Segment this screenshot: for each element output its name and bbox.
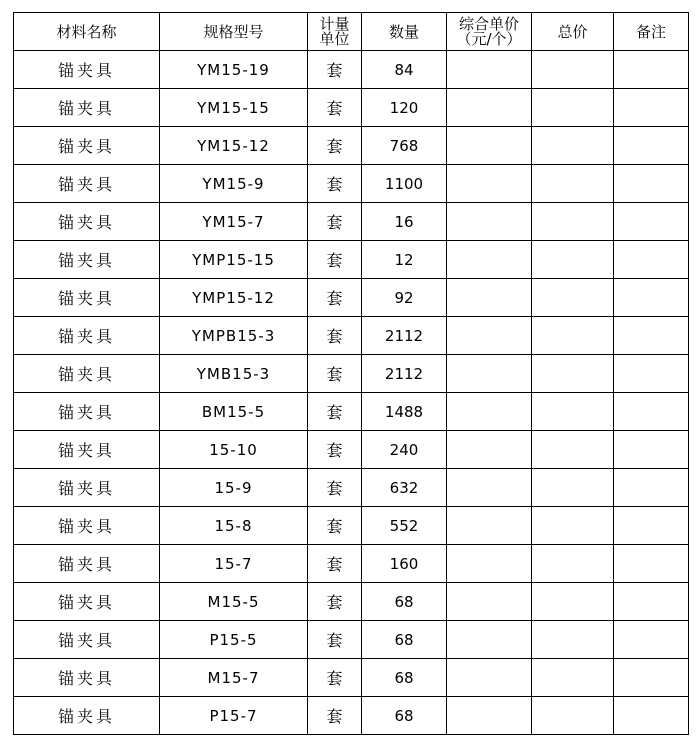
spec-model-cell: P15-7 (160, 697, 308, 735)
unit-cell: 套 (308, 51, 362, 89)
header-quantity: 数量 (362, 13, 447, 51)
total-price-cell (532, 127, 614, 165)
spec-model-cell: 15-7 (160, 545, 308, 583)
total-price-cell (532, 203, 614, 241)
material-name-cell: 锚夹具 (14, 507, 160, 545)
unit-price-cell (447, 51, 532, 89)
table-row (14, 507, 689, 545)
spec-model-cell: P15-5 (160, 621, 308, 659)
table-row (14, 317, 689, 355)
material-name-cell: 锚夹具 (14, 697, 160, 735)
unit-price-cell (447, 393, 532, 431)
quantity-cell: 552 (362, 507, 447, 545)
table-row (14, 89, 689, 127)
table-row (14, 545, 689, 583)
total-price-cell (532, 659, 614, 697)
material-name-cell: 锚夹具 (14, 241, 160, 279)
unit-price-cell (447, 89, 532, 127)
material-name-cell: 锚夹具 (14, 469, 160, 507)
remark-cell (614, 317, 689, 355)
unit-price-cell (447, 659, 532, 697)
total-price-cell (532, 469, 614, 507)
quantity-cell: 92 (362, 279, 447, 317)
material-name-cell: 锚夹具 (14, 545, 160, 583)
total-price-cell (532, 165, 614, 203)
total-price-cell (532, 545, 614, 583)
quantity-cell: 1488 (362, 393, 447, 431)
table-row (14, 51, 689, 89)
total-price-cell (532, 317, 614, 355)
spec-model-cell: YM15-19 (160, 51, 308, 89)
spec-model-cell: BM15-5 (160, 393, 308, 431)
quantity-cell: 240 (362, 431, 447, 469)
quantity-cell: 68 (362, 583, 447, 621)
quantity-cell: 2112 (362, 355, 447, 393)
unit-price-cell (447, 165, 532, 203)
quantity-cell: 68 (362, 659, 447, 697)
header-unit-line1: 计量 (319, 14, 350, 33)
remark-cell (614, 51, 689, 89)
header-unit-price (447, 13, 532, 51)
unit-price-cell (447, 241, 532, 279)
table-body (14, 51, 689, 735)
material-name-cell: 锚夹具 (14, 431, 160, 469)
material-name-cell: 锚夹具 (14, 89, 160, 127)
material-name-cell: 锚夹具 (14, 127, 160, 165)
unit-price-cell (447, 279, 532, 317)
unit-cell: 套 (308, 583, 362, 621)
total-price-cell (532, 393, 614, 431)
unit-cell: 套 (308, 279, 362, 317)
spec-model-cell: 15-9 (160, 469, 308, 507)
header-material-name: 材料名称 (14, 13, 160, 51)
material-name-cell: 锚夹具 (14, 621, 160, 659)
table-row (14, 431, 689, 469)
total-price-cell (532, 621, 614, 659)
spec-model-cell: 15-8 (160, 507, 308, 545)
unit-price-cell (447, 697, 532, 735)
quantity-cell: 16 (362, 203, 447, 241)
table-row (14, 279, 689, 317)
header-unit-line2: 单位 (319, 29, 350, 48)
unit-cell: 套 (308, 697, 362, 735)
material-name-cell: 锚夹具 (14, 51, 160, 89)
spec-model-cell: YMP15-12 (160, 279, 308, 317)
quantity-cell: 160 (362, 545, 447, 583)
spec-model-cell: YM15-15 (160, 89, 308, 127)
unit-cell: 套 (308, 507, 362, 545)
remark-cell (614, 507, 689, 545)
unit-price-cell (447, 355, 532, 393)
table-row (14, 165, 689, 203)
unit-cell: 套 (308, 165, 362, 203)
table-row (14, 697, 689, 735)
unit-cell: 套 (308, 127, 362, 165)
header-spec-model: 规格型号 (160, 13, 308, 51)
header-remark: 备注 (614, 13, 689, 51)
spec-model-cell: M15-7 (160, 659, 308, 697)
spec-model-cell: YM15-9 (160, 165, 308, 203)
unit-cell: 套 (308, 431, 362, 469)
table-row (14, 241, 689, 279)
quantity-cell: 768 (362, 127, 447, 165)
material-name-cell: 锚夹具 (14, 165, 160, 203)
unit-cell: 套 (308, 621, 362, 659)
unit-price-cell (447, 317, 532, 355)
remark-cell (614, 203, 689, 241)
remark-cell (614, 469, 689, 507)
unit-price-cell (447, 469, 532, 507)
remark-cell (614, 241, 689, 279)
quantity-cell: 68 (362, 697, 447, 735)
table-row (14, 393, 689, 431)
remark-cell (614, 355, 689, 393)
unit-price-cell (447, 127, 532, 165)
total-price-cell (532, 583, 614, 621)
total-price-cell (532, 355, 614, 393)
total-price-cell (532, 241, 614, 279)
total-price-cell (532, 431, 614, 469)
material-name-cell: 锚夹具 (14, 317, 160, 355)
header-unit-price-line1: 综合单价 (458, 14, 519, 33)
material-name-cell: 锚夹具 (14, 355, 160, 393)
header-unit (308, 13, 362, 51)
material-price-table (13, 12, 689, 735)
spec-model-cell: YMP15-15 (160, 241, 308, 279)
remark-cell (614, 279, 689, 317)
total-price-cell (532, 697, 614, 735)
unit-cell: 套 (308, 545, 362, 583)
spec-model-cell: YMB15-3 (160, 355, 308, 393)
unit-cell: 套 (308, 393, 362, 431)
total-price-cell (532, 279, 614, 317)
material-name-cell: 锚夹具 (14, 203, 160, 241)
unit-price-cell (447, 621, 532, 659)
spec-model-cell: YMPB15-3 (160, 317, 308, 355)
spec-model-cell: 15-10 (160, 431, 308, 469)
spec-model-cell: M15-5 (160, 583, 308, 621)
unit-cell: 套 (308, 659, 362, 697)
remark-cell (614, 697, 689, 735)
quantity-cell: 1100 (362, 165, 447, 203)
remark-cell (614, 89, 689, 127)
unit-cell: 套 (308, 355, 362, 393)
spec-model-cell: YM15-7 (160, 203, 308, 241)
remark-cell (614, 127, 689, 165)
remark-cell (614, 545, 689, 583)
quantity-cell: 68 (362, 621, 447, 659)
unit-price-cell (447, 507, 532, 545)
table-row (14, 203, 689, 241)
spec-model-cell: YM15-12 (160, 127, 308, 165)
quantity-cell: 2112 (362, 317, 447, 355)
table-row (14, 621, 689, 659)
remark-cell (614, 431, 689, 469)
material-name-cell: 锚夹具 (14, 583, 160, 621)
remark-cell (614, 165, 689, 203)
quantity-cell: 12 (362, 241, 447, 279)
total-price-cell (532, 507, 614, 545)
quantity-cell: 84 (362, 51, 447, 89)
header-unit-price-line2: （元/个） (456, 29, 522, 48)
table-row (14, 659, 689, 697)
unit-price-cell (447, 583, 532, 621)
material-name-cell: 锚夹具 (14, 393, 160, 431)
unit-price-cell (447, 431, 532, 469)
unit-cell: 套 (308, 241, 362, 279)
total-price-cell (532, 89, 614, 127)
table-row (14, 469, 689, 507)
remark-cell (614, 621, 689, 659)
total-price-cell (532, 51, 614, 89)
unit-cell: 套 (308, 203, 362, 241)
unit-cell: 套 (308, 89, 362, 127)
table-row (14, 583, 689, 621)
unit-price-cell (447, 203, 532, 241)
remark-cell (614, 583, 689, 621)
unit-cell: 套 (308, 469, 362, 507)
header-total-price: 总价 (532, 13, 614, 51)
remark-cell (614, 393, 689, 431)
table-row (14, 127, 689, 165)
table-header-row (14, 13, 689, 51)
material-name-cell: 锚夹具 (14, 279, 160, 317)
unit-cell: 套 (308, 317, 362, 355)
table-row (14, 355, 689, 393)
quantity-cell: 120 (362, 89, 447, 127)
unit-price-cell (447, 545, 532, 583)
material-name-cell: 锚夹具 (14, 659, 160, 697)
remark-cell (614, 659, 689, 697)
quantity-cell: 632 (362, 469, 447, 507)
